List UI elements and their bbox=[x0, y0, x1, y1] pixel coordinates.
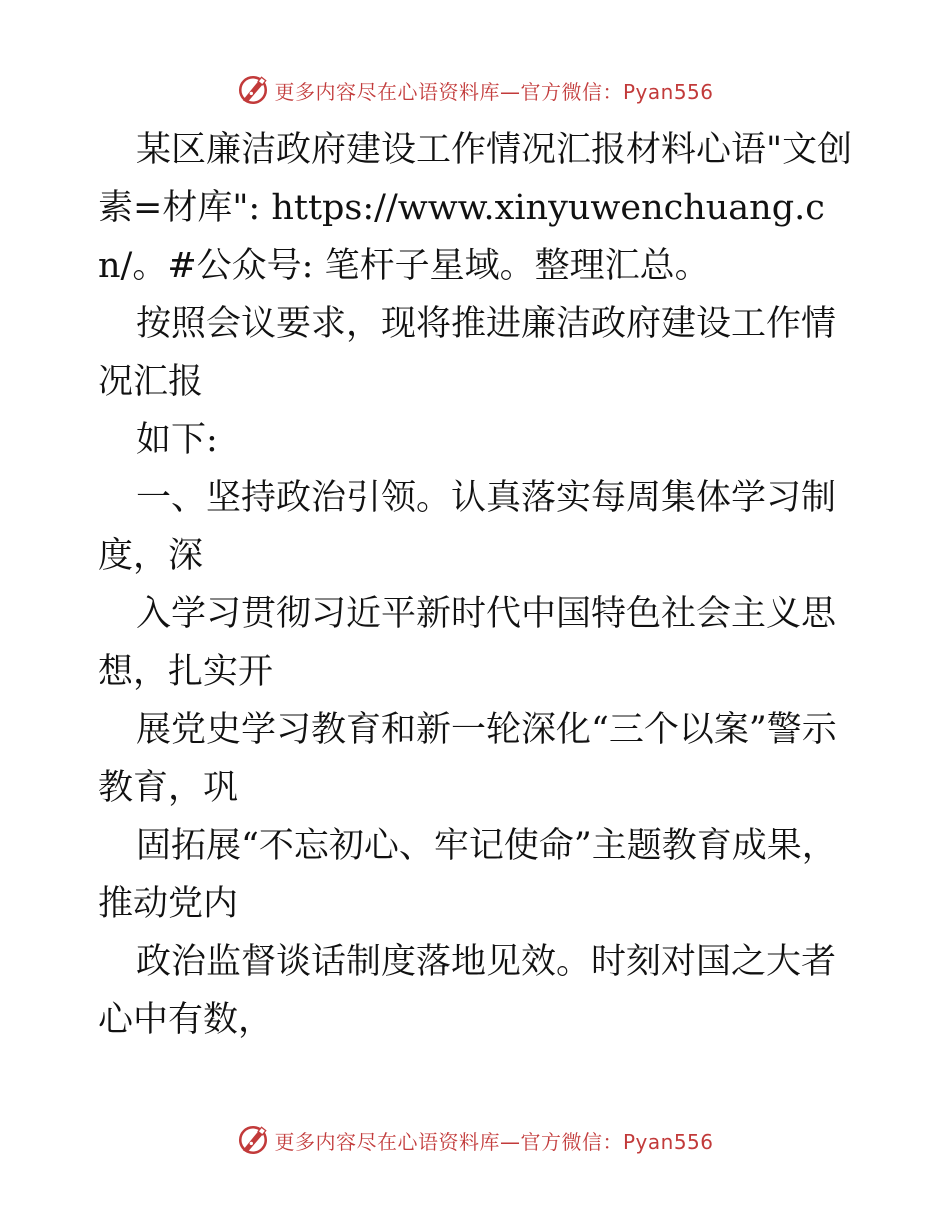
line: 如下: bbox=[136, 420, 218, 460]
line: 汇报 bbox=[133, 362, 204, 402]
paragraph bbox=[98, 585, 858, 701]
line: 展党史学习教育和新一轮深化“三个以案”警示 bbox=[136, 710, 837, 750]
document-body bbox=[98, 121, 858, 1049]
line: 想，扎实开 bbox=[98, 652, 274, 692]
line: 中有数， bbox=[133, 1000, 274, 1040]
banner-label: 更多内容尽在心语资料库—官方微信： bbox=[274, 79, 623, 104]
line: 政治监督谈话制度落地见效。时刻对国之大者心 bbox=[98, 942, 837, 1040]
banner-text bbox=[274, 1126, 713, 1155]
footer-banner bbox=[0, 1120, 950, 1160]
paragraph bbox=[98, 295, 858, 411]
line: 度，深 bbox=[98, 536, 204, 576]
line: 推动党内 bbox=[98, 884, 239, 924]
line: 固拓展“不忘初心、牢记使命”主题教育成果， bbox=[136, 826, 837, 866]
line: 入学习贯彻习近平新时代中国特色社会主义思 bbox=[136, 594, 837, 634]
banner-label: 更多内容尽在心语资料库—官方微信： bbox=[274, 1129, 623, 1154]
line: 素=材库": https://www.xinyuwenchuang.cn/。# bbox=[98, 188, 825, 286]
paragraph-title bbox=[98, 121, 858, 295]
line: 某区廉洁政府建设工作情况汇报材料心语"文创 bbox=[136, 130, 853, 170]
line: 公众号: 笔杆子星域。整理汇总。 bbox=[196, 246, 710, 286]
line: 按照会议要求，现将推进廉洁政府建设工作情况 bbox=[98, 304, 837, 402]
paragraph bbox=[98, 933, 858, 1049]
pen-logo-icon bbox=[236, 73, 270, 107]
banner-contact: Pyan556 bbox=[622, 1129, 714, 1154]
line: 一、坚持政治引领。认真落实每周集体学习制 bbox=[136, 478, 837, 518]
pen-logo-icon bbox=[236, 1123, 270, 1157]
paragraph bbox=[98, 701, 858, 817]
banner-text bbox=[274, 76, 713, 105]
paragraph bbox=[98, 817, 858, 933]
paragraph bbox=[98, 411, 858, 469]
header-banner bbox=[0, 70, 950, 110]
banner-contact: Pyan556 bbox=[622, 79, 714, 104]
line: 教育，巩 bbox=[98, 768, 239, 808]
paragraph bbox=[98, 469, 858, 585]
